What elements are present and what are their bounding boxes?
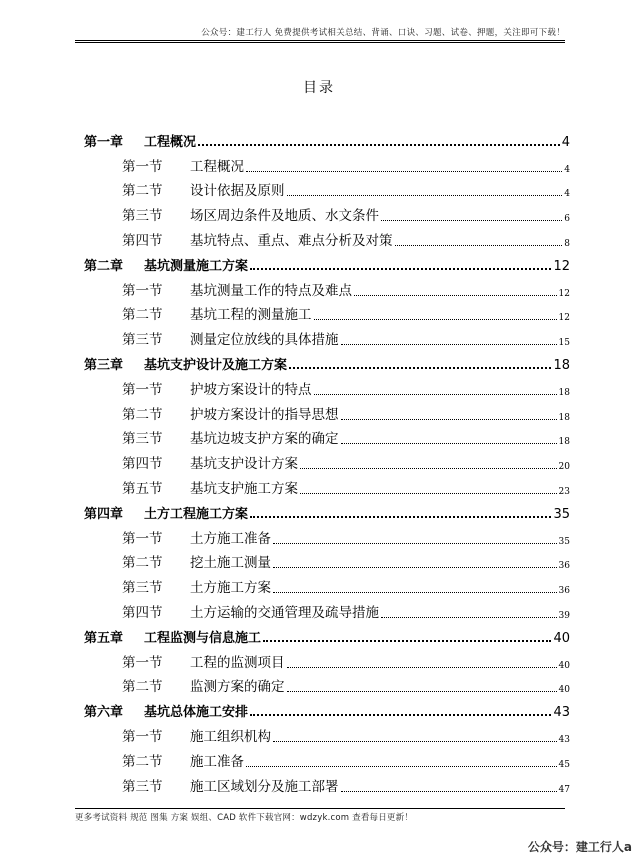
footer-rule	[75, 808, 565, 809]
toc-dot-leader	[314, 394, 557, 395]
toc-entry-number: 第二节	[122, 679, 163, 696]
toc-section-entry[interactable]	[84, 274, 570, 299]
toc-entry-title: 护坡方案设计的特点	[190, 381, 312, 398]
toc-entry-title: 监测方案的确定	[190, 679, 285, 696]
header-rule-secondary	[75, 42, 565, 43]
toc-entry-page-number: 4	[564, 189, 570, 200]
toc-entry-title: 施工组织机构	[190, 728, 271, 745]
toc-section-entry[interactable]	[84, 224, 570, 249]
toc-entry-title: 基坑支护施工方案	[190, 480, 298, 497]
toc-entry-page-number: 35	[558, 536, 570, 547]
toc-section-entry[interactable]	[84, 547, 570, 572]
toc-section-entry[interactable]	[84, 596, 570, 621]
toc-entry-number: 第五节	[122, 480, 163, 497]
toc-dot-leader	[395, 245, 563, 246]
toc-entry-number: 第二节	[122, 753, 163, 770]
toc-section-entry[interactable]	[84, 150, 570, 175]
toc-entry-title: 工程概况	[144, 134, 197, 150]
toc-entry-number: 第四章	[84, 506, 124, 522]
toc-entry-number: 第一节	[122, 282, 163, 299]
toc-chapter-entry[interactable]	[84, 695, 570, 720]
toc-entry-number: 第五章	[84, 630, 124, 646]
toc-entry-page-number: 43	[558, 734, 570, 745]
toc-entry-page-number: 6	[564, 214, 570, 225]
toc-entry-page-number: 12	[558, 313, 570, 324]
toc-entry-page-number: 4	[561, 134, 570, 150]
toc-entry-title: 挖土施工测量	[190, 555, 271, 572]
toc-entry-number: 第一章	[84, 134, 124, 150]
toc-dot-leader	[273, 543, 557, 544]
toc-dot-leader	[341, 344, 557, 345]
toc-entry-page-number: 40	[558, 660, 570, 671]
toc-entry-title: 施工准备	[190, 753, 244, 770]
toc-entry-page-number: 15	[558, 338, 570, 349]
table-of-contents	[84, 125, 570, 795]
toc-dot-leader	[250, 714, 551, 716]
toc-entry-title: 基坑特点、重点、难点分析及对策	[190, 232, 393, 249]
toc-section-entry[interactable]	[84, 770, 570, 795]
toc-chapter-entry[interactable]	[84, 249, 570, 274]
toc-dot-leader	[273, 567, 557, 568]
toc-dot-leader	[341, 443, 557, 444]
toc-entry-number: 第二章	[84, 258, 124, 274]
toc-chapter-entry[interactable]	[84, 348, 570, 373]
toc-entry-page-number: 18	[553, 357, 570, 373]
toc-section-entry[interactable]	[84, 323, 570, 348]
toc-entry-number: 第一节	[122, 728, 163, 745]
toc-entry-page-number: 39	[558, 610, 570, 621]
toc-entry-number: 第三章	[84, 357, 124, 373]
header-rule	[75, 40, 565, 41]
toc-section-entry[interactable]	[84, 199, 570, 224]
toc-entry-page-number: 35	[553, 506, 570, 522]
toc-entry-title: 基坑工程的测量施工	[190, 307, 312, 324]
toc-dot-leader	[341, 419, 557, 420]
toc-entry-number: 第一节	[122, 381, 163, 398]
toc-section-entry[interactable]	[84, 745, 570, 770]
toc-dot-leader	[263, 640, 551, 642]
toc-section-entry[interactable]	[84, 671, 570, 696]
toc-entry-number: 第三节	[122, 208, 163, 225]
toc-section-entry[interactable]	[84, 522, 570, 547]
toc-dot-leader	[287, 667, 557, 668]
toc-entry-title: 测量定位放线的具体措施	[190, 332, 339, 349]
toc-entry-number: 第二节	[122, 555, 163, 572]
toc-entry-title: 土方施工方案	[190, 580, 271, 597]
toc-dot-leader	[246, 766, 557, 767]
toc-entry-page-number: 12	[553, 258, 570, 274]
toc-dot-leader	[250, 516, 551, 518]
toc-dot-leader	[381, 617, 557, 618]
toc-entry-title: 土方工程施工方案	[144, 506, 249, 522]
toc-entry-number: 第一节	[122, 158, 163, 175]
toc-section-entry[interactable]	[84, 472, 570, 497]
toc-entry-title: 设计依据及原则	[190, 183, 285, 200]
toc-entry-page-number: 40	[558, 685, 570, 696]
toc-entry-number: 第三节	[122, 332, 163, 349]
toc-entry-number: 第四节	[122, 604, 163, 621]
toc-entry-title: 基坑测量工作的特点及难点	[190, 282, 352, 299]
toc-entry-number: 第二节	[122, 183, 163, 200]
toc-entry-number: 第一节	[122, 530, 163, 547]
toc-entry-page-number: 4	[564, 164, 570, 175]
toc-dot-leader	[381, 220, 562, 221]
toc-entry-page-number: 18	[558, 437, 570, 448]
toc-entry-title: 工程的监测项目	[190, 654, 285, 671]
toc-entry-number: 第一节	[122, 654, 163, 671]
toc-section-entry[interactable]	[84, 571, 570, 596]
toc-entry-page-number: 40	[553, 630, 570, 646]
toc-entry-number: 第三节	[122, 778, 163, 795]
toc-dot-leader	[273, 741, 557, 742]
toc-section-entry[interactable]	[84, 423, 570, 448]
toc-entry-title: 护坡方案设计的指导思想	[190, 406, 339, 423]
toc-entry-title: 施工区域划分及施工部署	[190, 778, 339, 795]
toc-dot-leader	[250, 268, 551, 270]
toc-dot-leader	[287, 195, 563, 196]
toc-title: 目录	[303, 80, 335, 96]
toc-entry-title: 场区周边条件及地质、水文条件	[190, 208, 379, 225]
toc-entry-page-number: 47	[558, 784, 570, 795]
toc-entry-page-number: 18	[558, 412, 570, 423]
toc-dot-leader	[314, 319, 557, 320]
toc-dot-leader	[300, 493, 557, 494]
toc-section-entry[interactable]	[84, 398, 570, 423]
toc-entry-number: 第四节	[122, 456, 163, 473]
toc-entry-page-number: 12	[558, 288, 570, 299]
toc-entry-title: 基坑支护设计方案	[190, 456, 298, 473]
toc-entry-number: 第三节	[122, 431, 163, 448]
toc-dot-leader	[273, 592, 557, 593]
toc-entry-title: 基坑边坡支护方案的确定	[190, 431, 339, 448]
toc-entry-title: 工程概况	[190, 158, 244, 175]
toc-entry-page-number: 8	[564, 238, 570, 249]
toc-entry-page-number: 18	[558, 387, 570, 398]
toc-section-entry[interactable]	[84, 447, 570, 472]
toc-entry-number: 第二节	[122, 406, 163, 423]
toc-entry-title: 基坑测量施工方案	[144, 258, 249, 274]
toc-entry-page-number: 36	[558, 561, 570, 572]
toc-entry-page-number: 36	[558, 586, 570, 597]
toc-entry-page-number: 23	[558, 486, 570, 497]
toc-section-entry[interactable]	[84, 299, 570, 324]
toc-chapter-entry[interactable]	[84, 125, 570, 150]
toc-section-entry[interactable]	[84, 646, 570, 671]
toc-dot-leader	[289, 367, 551, 369]
toc-entry-title: 工程监测与信息施工	[144, 630, 262, 646]
toc-section-entry[interactable]	[84, 720, 570, 745]
toc-entry-page-number: 20	[558, 462, 570, 473]
watermark-text: 公众号：建工行人a	[527, 840, 632, 854]
toc-entry-title: 基坑支护设计及施工方案	[144, 357, 288, 373]
toc-entry-page-number: 43	[553, 705, 570, 721]
toc-chapter-entry[interactable]	[84, 497, 570, 522]
toc-dot-leader	[287, 691, 557, 692]
toc-section-entry[interactable]	[84, 373, 570, 398]
toc-entry-number: 第四节	[122, 232, 163, 249]
toc-entry-number: 第六章	[84, 705, 124, 721]
toc-section-entry[interactable]	[84, 175, 570, 200]
toc-chapter-entry[interactable]	[84, 621, 570, 646]
toc-entry-title: 基坑总体施工安排	[144, 705, 249, 721]
toc-dot-leader	[246, 171, 562, 172]
toc-entry-title: 土方施工准备	[190, 530, 271, 547]
toc-entry-title: 土方运输的交通管理及疏导措施	[190, 604, 379, 621]
toc-entry-page-number: 45	[558, 759, 570, 770]
toc-dot-leader	[341, 791, 557, 792]
toc-entry-number: 第三节	[122, 580, 163, 597]
toc-entry-number: 第二节	[122, 307, 163, 324]
page-header-text: 公众号：建工行人 免费提供考试相关总结、背诵、口诀、习题、试卷、押题，关注即可下载！	[201, 28, 565, 38]
toc-dot-leader	[354, 295, 557, 296]
page-footer-text: 更多考试资料 规范 图集 方案 娱组、CAD 软件下载官网：wdzyk.com 查看每日更新！	[75, 813, 414, 823]
toc-dot-leader	[198, 144, 560, 146]
toc-dot-leader	[300, 468, 557, 469]
